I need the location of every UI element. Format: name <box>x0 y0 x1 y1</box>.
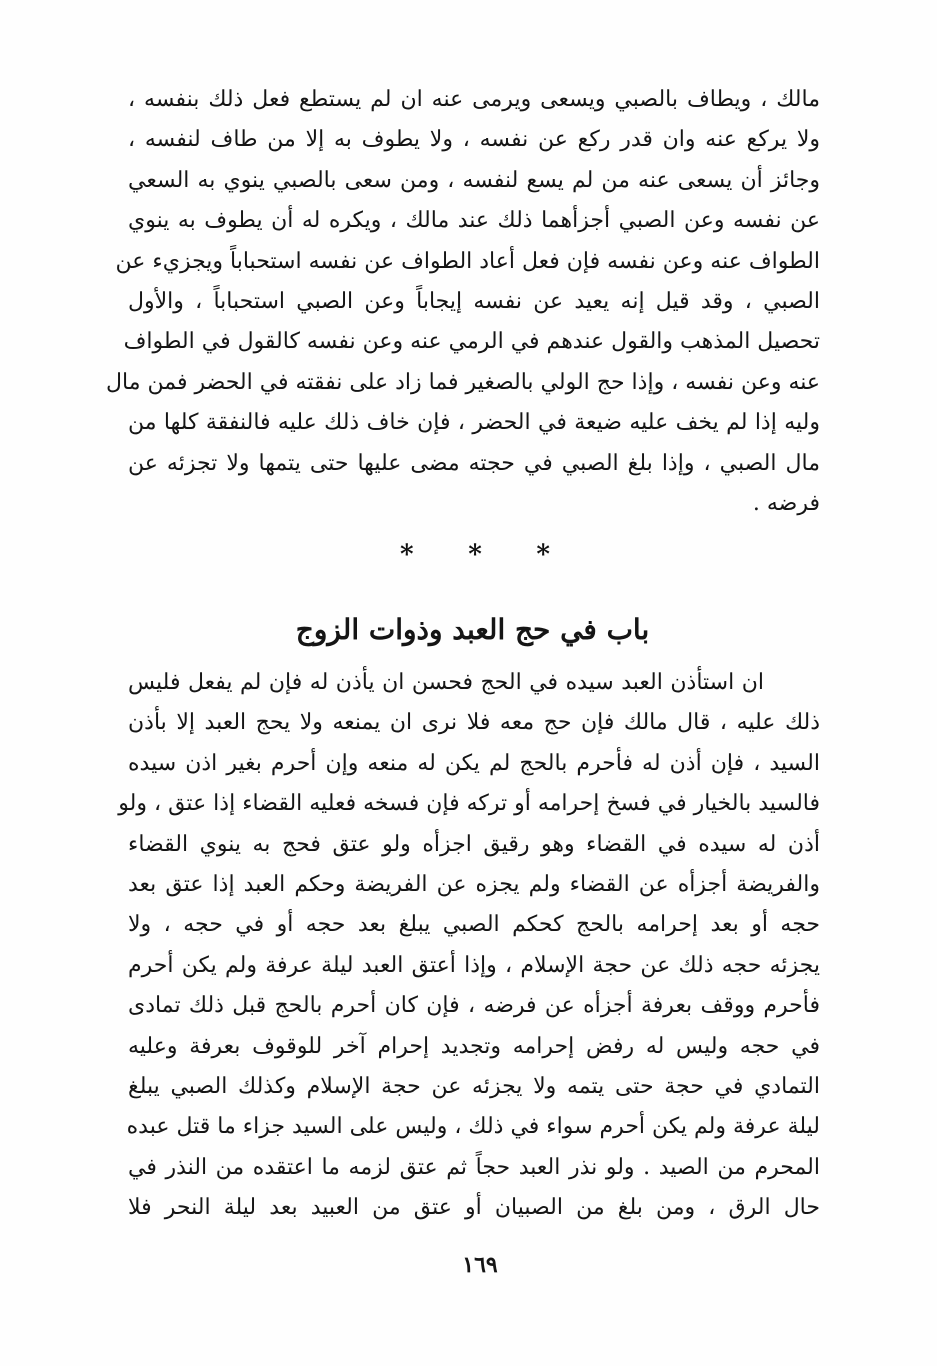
chapter-heading: باب في حج العبد وذوات الزوج <box>295 613 650 646</box>
paragraph-2-line: السيد ، فإن أذن له فأحرم بالحج لم يكن له منعه وإن أحرم بغير اذن سيده <box>128 750 821 776</box>
paragraph-2-line: التمادي في حجة حتى يتمه ولا يجزئه عن حجة الإسلام وكذلك الصبي يبلغ <box>128 1074 820 1100</box>
paragraph-1-line: وجائز أن يسعى عنه من لم يسع لنفسه ، ومن سعى بالصبي ينوي به السعي <box>128 167 820 193</box>
paragraph-2-line: حجه أو بعد إحرامه بالحج كحكم الصبي يبلغ بعد حجه أو في حجه ، ولا <box>128 912 820 938</box>
section-separator <box>400 540 550 570</box>
paragraph-2-line: فأحرم ووقف بعرفة أجزأه عن فرضه ، فإن كان أحرم بالحج قبل ذلك تمادى <box>128 993 820 1019</box>
paragraph-2-line: أذن له سيده في القضاء وهو رقيق اجزأه ولو عتق فحج به ينوي القضاء <box>128 831 820 857</box>
asterisk-ornament: * <box>468 540 482 570</box>
paragraph-2-line: ان استأذن العبد سيده في الحج فحسن ان يأذن له فإن لم يفعل فليس <box>128 670 764 695</box>
paragraph-2-line: فالسيد بالخيار في فسخ إحرامه أو تركه فإن فسخه فعليه القضاء إذا عتق ، ولو <box>118 791 820 817</box>
paragraph-2-line: في حجه وليس له رفض إحرامه وتجديد إحرام آخر للوقوف بعرفة وعليه <box>128 1033 820 1059</box>
paragraph-2-line: ذلك عليه ، قال مالك فإن حج معه فلا نرى ان يمنعه ولا يحج العبد إلا بأذن <box>128 710 820 736</box>
paragraph-1-line: الطواف عنه وعن نفسه فإن فعل أعاد الطواف عن نفسه استحباباً ويجزيء عن <box>115 248 820 274</box>
paragraph-1-line: عن نفسه وعن الصبي أجزأهما ذلك عند مالك ، ويكره له أن يطوف به ينوي <box>128 208 820 234</box>
asterisk-ornament: * <box>536 540 550 570</box>
paragraph-2-line: والفريضة أجزأه عن القضاء ولم يجزه عن الفريضة وحكم العبد إذا عتق بعد <box>128 872 820 898</box>
paragraph-1-line: وليه إذا لم يخف عليه ضيعة في الحضر ، فإن خاف ذلك عليه فالنفقة كلها من <box>128 410 820 436</box>
paragraph-1-line: مالك ، ويطاف بالصبي ويسعى ويرمى عنه ان لم يستطع فعل ذلك بنفسه ، <box>128 87 820 112</box>
paragraph-1-line: مال الصبي ، وإذا بلغ الصبي في حجته مضى عليها حتى يتمها ولا تجزئه عن <box>128 450 820 476</box>
paragraph-1-line: ولا يركع عنه وان قدر ركع عن نفسه ، ولا يطوف به إلا من طاف لنفسه ، <box>128 127 820 153</box>
paragraph-1-line: عنه وعن نفسه ، وإذا حج الولي بالصغير فما زاد على نفقته في الحضر فمن مال <box>106 369 820 395</box>
asterisk-ornament: * <box>400 540 414 570</box>
paragraph-1-line: الصبي ، وقد قيل إنه يعيد عن نفسه إيجاباً وعن الصبي استحباباً ، والأول <box>128 289 820 315</box>
page-number: ١٦٩ <box>462 1252 498 1278</box>
paragraph-1-line: تحصيل المذهب والقول عندهم في الرمي عنه وعن نفسه كالقول في الطواف <box>123 329 820 355</box>
paragraph-1 <box>106 80 820 524</box>
paragraph-2-line: حال الرق ، ومن بلغ من الصبيان أو عتق من العبيد بعد ليلة النحر فلا <box>128 1195 820 1221</box>
paragraph-2-line: يجزئه حجه ذلك عن حجة الإسلام ، وإذا أعتق العبد ليلة عرفة ولم يكن أحرم <box>128 952 820 978</box>
paragraph-2-line: المحرم من الصيد . ولو نذر العبد حجاً ثم عتق لزمه ما اعتقده من النذر في <box>128 1154 820 1180</box>
paragraph-2-line: ليلة عرفة ولم يكن أحرم سواء في ذلك ، وليس على السيد جزاء ما قتل عبده <box>126 1114 820 1140</box>
paragraph-2 <box>118 663 821 1229</box>
paragraph-1-line: فرضه . <box>752 491 820 517</box>
